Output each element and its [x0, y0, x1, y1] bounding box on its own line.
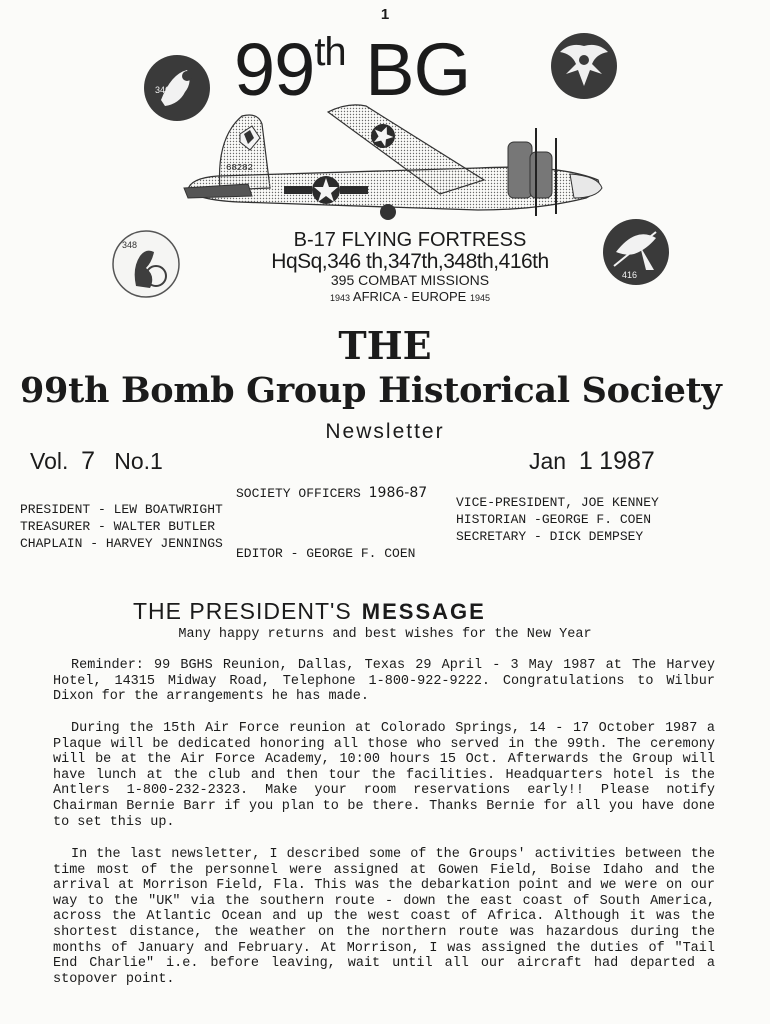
presidents-message-subtitle: Many happy returns and best wishes for the New Year — [178, 627, 592, 642]
insignia-348-label: 348 — [122, 240, 138, 250]
officers-heading — [236, 485, 427, 501]
presidents-message-heading — [133, 598, 486, 625]
aircraft-serial-number: 68282 — [226, 163, 254, 173]
officer-historian: HISTORIAN -GEORGE F. COEN — [456, 512, 652, 527]
volume-label: Vol. — [30, 448, 69, 474]
masthead-title-number: 99 — [234, 28, 315, 111]
date-year: 1987 — [599, 447, 655, 475]
squadron-347-insignia — [548, 30, 620, 102]
officers-term: 1986-87 — [368, 485, 428, 501]
masthead-title — [234, 28, 471, 111]
officer-secretary: SECRETARY - DICK DEMPSEY — [456, 529, 644, 544]
the-heading: THE — [338, 323, 432, 368]
newsletter-label: Newsletter — [325, 420, 445, 443]
squadron-list: HqSq,346 th,347th,348th,416th — [271, 250, 549, 273]
year-end: 1945 — [469, 293, 490, 303]
aircraft-caption: B-17 FLYING FORTRESS — [293, 229, 527, 251]
theater-caption — [200, 289, 620, 304]
masthead-title-suffix: th — [314, 30, 346, 74]
heading-light: THE PRESIDENT'S — [133, 598, 352, 624]
officer-treasurer: TREASURER - WALTER BUTLER — [20, 519, 216, 534]
officer-editor: EDITOR - GEORGE F. COEN — [236, 546, 416, 561]
officer-president: PRESIDENT - LEW BOATWRIGHT — [20, 502, 223, 517]
squadron-348-insignia — [110, 228, 182, 300]
year-start: 1943 — [329, 293, 351, 303]
officer-vice-president: VICE-PRESIDENT, JOE KENNEY — [456, 495, 659, 510]
b17-bomber-illustration — [178, 98, 608, 226]
society-name: 99th Bomb Group Historical Society — [20, 370, 722, 411]
message-paragraph-reunion: Reminder: 99 BGHS Reunion, Dallas, Texas 29 April - 3 May 1987 at The Harvey Hotel, 14315 Midway Road, Telephone 1-800-922-9222. Congratulations to Wilbur Dixon for the arrangements he has made. — [53, 658, 715, 705]
issue-number: No.1 — [114, 448, 163, 474]
volume-number — [30, 447, 163, 476]
date-month: Jan — [529, 448, 567, 474]
page-number: 1 — [380, 6, 390, 23]
officers-title: SOCIETY OFFICERS — [236, 486, 361, 501]
message-paragraph-plaque: During the 15th Air Force reunion at Colorado Springs, 14 - 17 October 1987 a Plaque will be dedicated honoring all those who served in the 99th. The ceremony will be at the Air Force Academy, 10:00 hours 15 Oct. Afterwards the Group will have lunch at the club and then tour the facilities. Headquarters hotel is the Antlers 1-800-232-2323. Make your room reservations early!! Please notify Chairman Bernie Barr if you plan to be there. Thanks Bernie for all you have done to set this up. — [53, 721, 715, 830]
heading-bold: MESSAGE — [361, 599, 486, 624]
officer-chaplain: CHAPLAIN - HARVEY JENNINGS — [20, 536, 223, 551]
date-day: 1 — [578, 447, 593, 475]
combat-missions-caption: 395 COMBAT MISSIONS — [330, 272, 490, 288]
issue-date — [529, 447, 655, 476]
insignia-346-label: 346 — [155, 85, 171, 95]
theater-label: AFRICA - EUROPE — [352, 289, 467, 304]
volume-value: 7 — [81, 447, 96, 475]
masthead-title-bg: BG — [365, 28, 471, 111]
message-paragraph-history: In the last newsletter, I described some of the Groups' activities between the time most of the personnel were assigned at Gowen Field, Boise Idaho and the arrival at Morrison Field, Fla. This was the debarkation point and we were on our way to the "UK" via the southern route - down the east coast of South America, across the Atlantic Ocean and up the west coast of Africa. Although it was the shortest distance, the weather on the northern route was hazardous during the months of January and February. At Morrison, I was assigned the duties of "Tail End Charlie" i.e. before leaving, wait until all our aircraft had departed a stopover point. — [53, 847, 715, 987]
insignia-416-label: 416 — [622, 270, 638, 280]
